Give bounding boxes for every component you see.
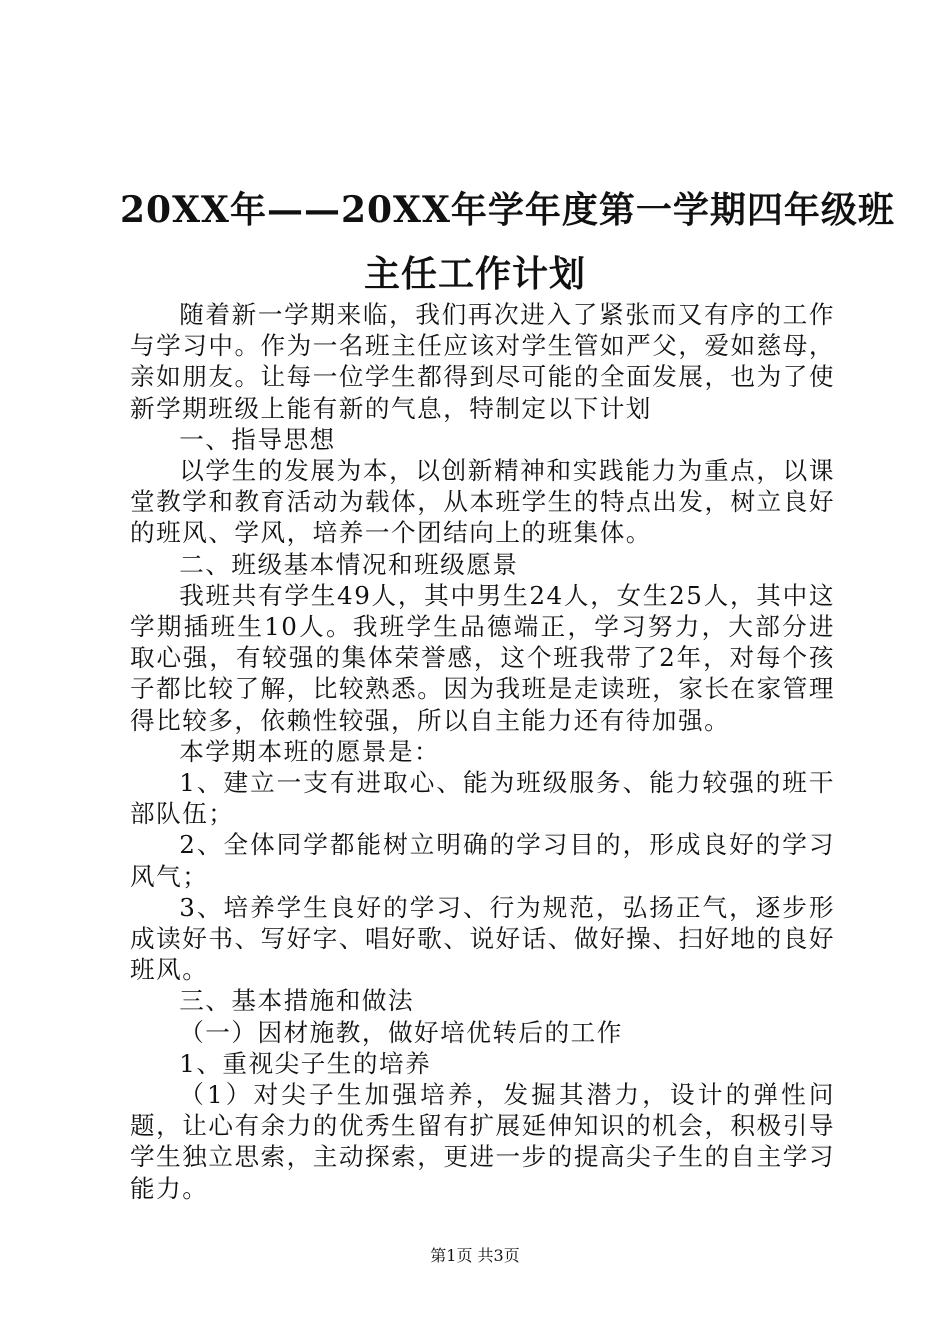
paragraph-guiding-thought: 以学生的发展为本，以创新精神和实践能力为重点，以课堂教学和教育活动为载体，从本班学生的特点出发，树立良好的班风、学风，培养一个团结向上的班集体。 <box>130 456 835 548</box>
document-title-line-2: 主任工作计划 <box>363 253 586 295</box>
paragraph-class-situation: 我班共有学生49人，其中男生24人，女生25人，其中这学期插班生10人。我班学生品德端正，学习努力，大部分进取心强，有较强的集体荣誉感，这个班我带了2年，对每个孩子都比较了解，比较熟悉。因为我班是走读班，家长在家管理得比较多，依赖性较强，所以自主能力还有待加强。 <box>130 580 835 735</box>
vision-item-3: 3、培养学生良好的学习、行为规范，弘扬正气，逐步形成读好书、写好字、唱好歌、说好话、做好操、扫好地的良好班风。 <box>130 892 835 985</box>
subheading-top-students: 1、重视尖子生的培养 <box>179 1048 432 1078</box>
vision-item-2: 2、全体同学都能树立明确的学习目的，形成良好的学习风气； <box>130 830 835 891</box>
heading-measures: 三、基本措施和做法 <box>179 986 415 1016</box>
document-body <box>130 299 835 1204</box>
vision-item-1: 1、建立一支有进取心、能为班级服务、能力较强的班干部队伍； <box>130 768 835 829</box>
paragraph-top-students: （1）对尖子生加强培养，发掘其潜力，设计的弹性问题，让心有余力的优秀生留有扩展延伸知识的机会，积极引导学生独立思索，主动探索，更进一步的提高尖子生的自主学习能力。 <box>130 1080 835 1203</box>
heading-guiding-thought: 一、指导思想 <box>179 424 336 454</box>
subheading-individual-teaching: （一）因材施教，做好培优转后的工作 <box>179 1017 623 1047</box>
page-footer: 第1页 共3页 <box>430 1246 520 1265</box>
paragraph-intro: 随着新一学期来临，我们再次进入了紧张而又有序的工作与学习中。作为一名班主任应该对学生管如严父，爱如慈母，亲如朋友。让每一位学生都得到尽可能的全面发展，也为了使新学期班级上能有新的气息，特制定以下计划 <box>130 300 835 423</box>
paragraph-vision-intro: 本学期本班的愿景是： <box>179 736 441 766</box>
heading-class-situation: 二、班级基本情况和班级愿景 <box>179 549 519 579</box>
document-title-line-1: 20XX年——20XX年学年度第一学期四年级班 <box>120 189 895 231</box>
